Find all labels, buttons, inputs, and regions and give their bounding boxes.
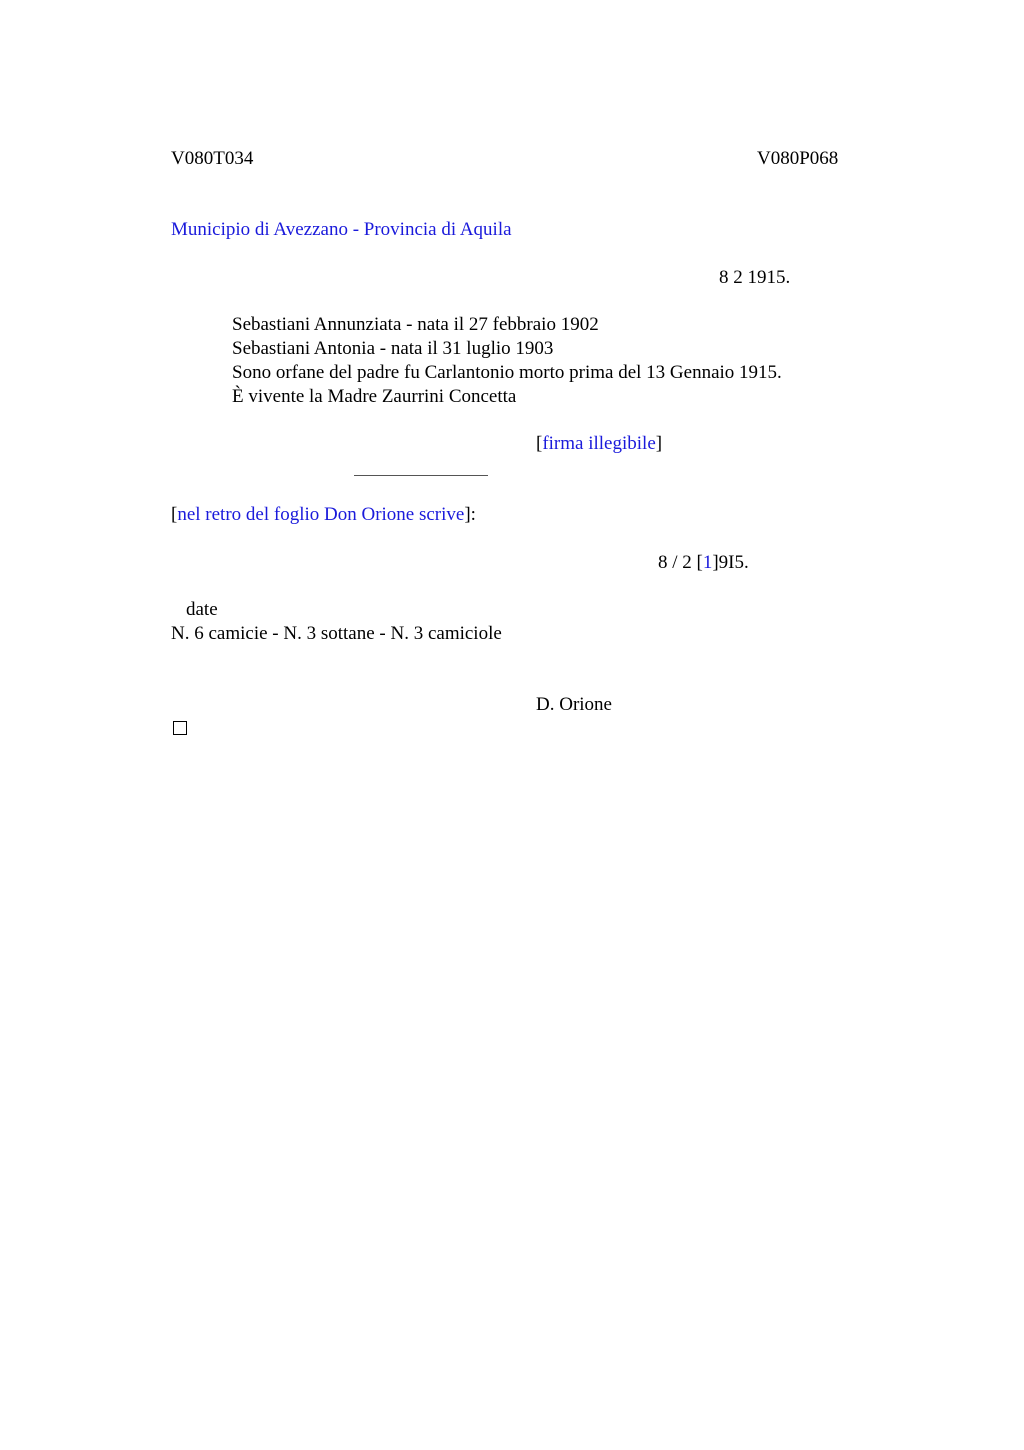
body-line: Sebastiani Antonia - nata il 31 luglio 1903 [232,338,554,359]
reverse-note [171,503,476,527]
bracket-open: [ [171,504,178,525]
closing-signature: D. Orione [536,694,612,715]
editorial-insert: 1 [702,552,713,573]
body-line: Sono orfane del padre fu Carlantonio morto prima del 13 Gennaio 1915. [232,362,782,383]
date-prefix: 8 / 2 [ [658,552,703,573]
bracket-close: ] [655,433,663,454]
body-line: Sebastiani Annunziata - nata il 27 febbraio 1902 [232,314,599,335]
date-suffix: ]9I5. [712,552,749,573]
checkbox-square-icon [173,721,187,735]
letter-date: 8 2 1915. [719,267,791,288]
editorial-note: nel retro del foglio Don Orione scrive [177,504,465,525]
reverse-date [658,551,749,575]
signature-note [536,432,662,456]
document-code-left: V080T034 [171,148,254,169]
bracket-open: [ [536,433,543,454]
bracket-close: ]: [464,504,476,525]
letterhead: Municipio di Avezzano - Provincia di Aquila [171,219,512,240]
items-label: date [186,599,218,620]
document-code-right: V080P068 [757,148,839,169]
body-line: È vivente la Madre Zaurrini Concetta [232,386,517,407]
separator-line [354,475,488,476]
editorial-note: firma illegibile [542,433,656,454]
items-line: N. 6 camicie - N. 3 sottane - N. 3 camiciole [171,623,502,644]
